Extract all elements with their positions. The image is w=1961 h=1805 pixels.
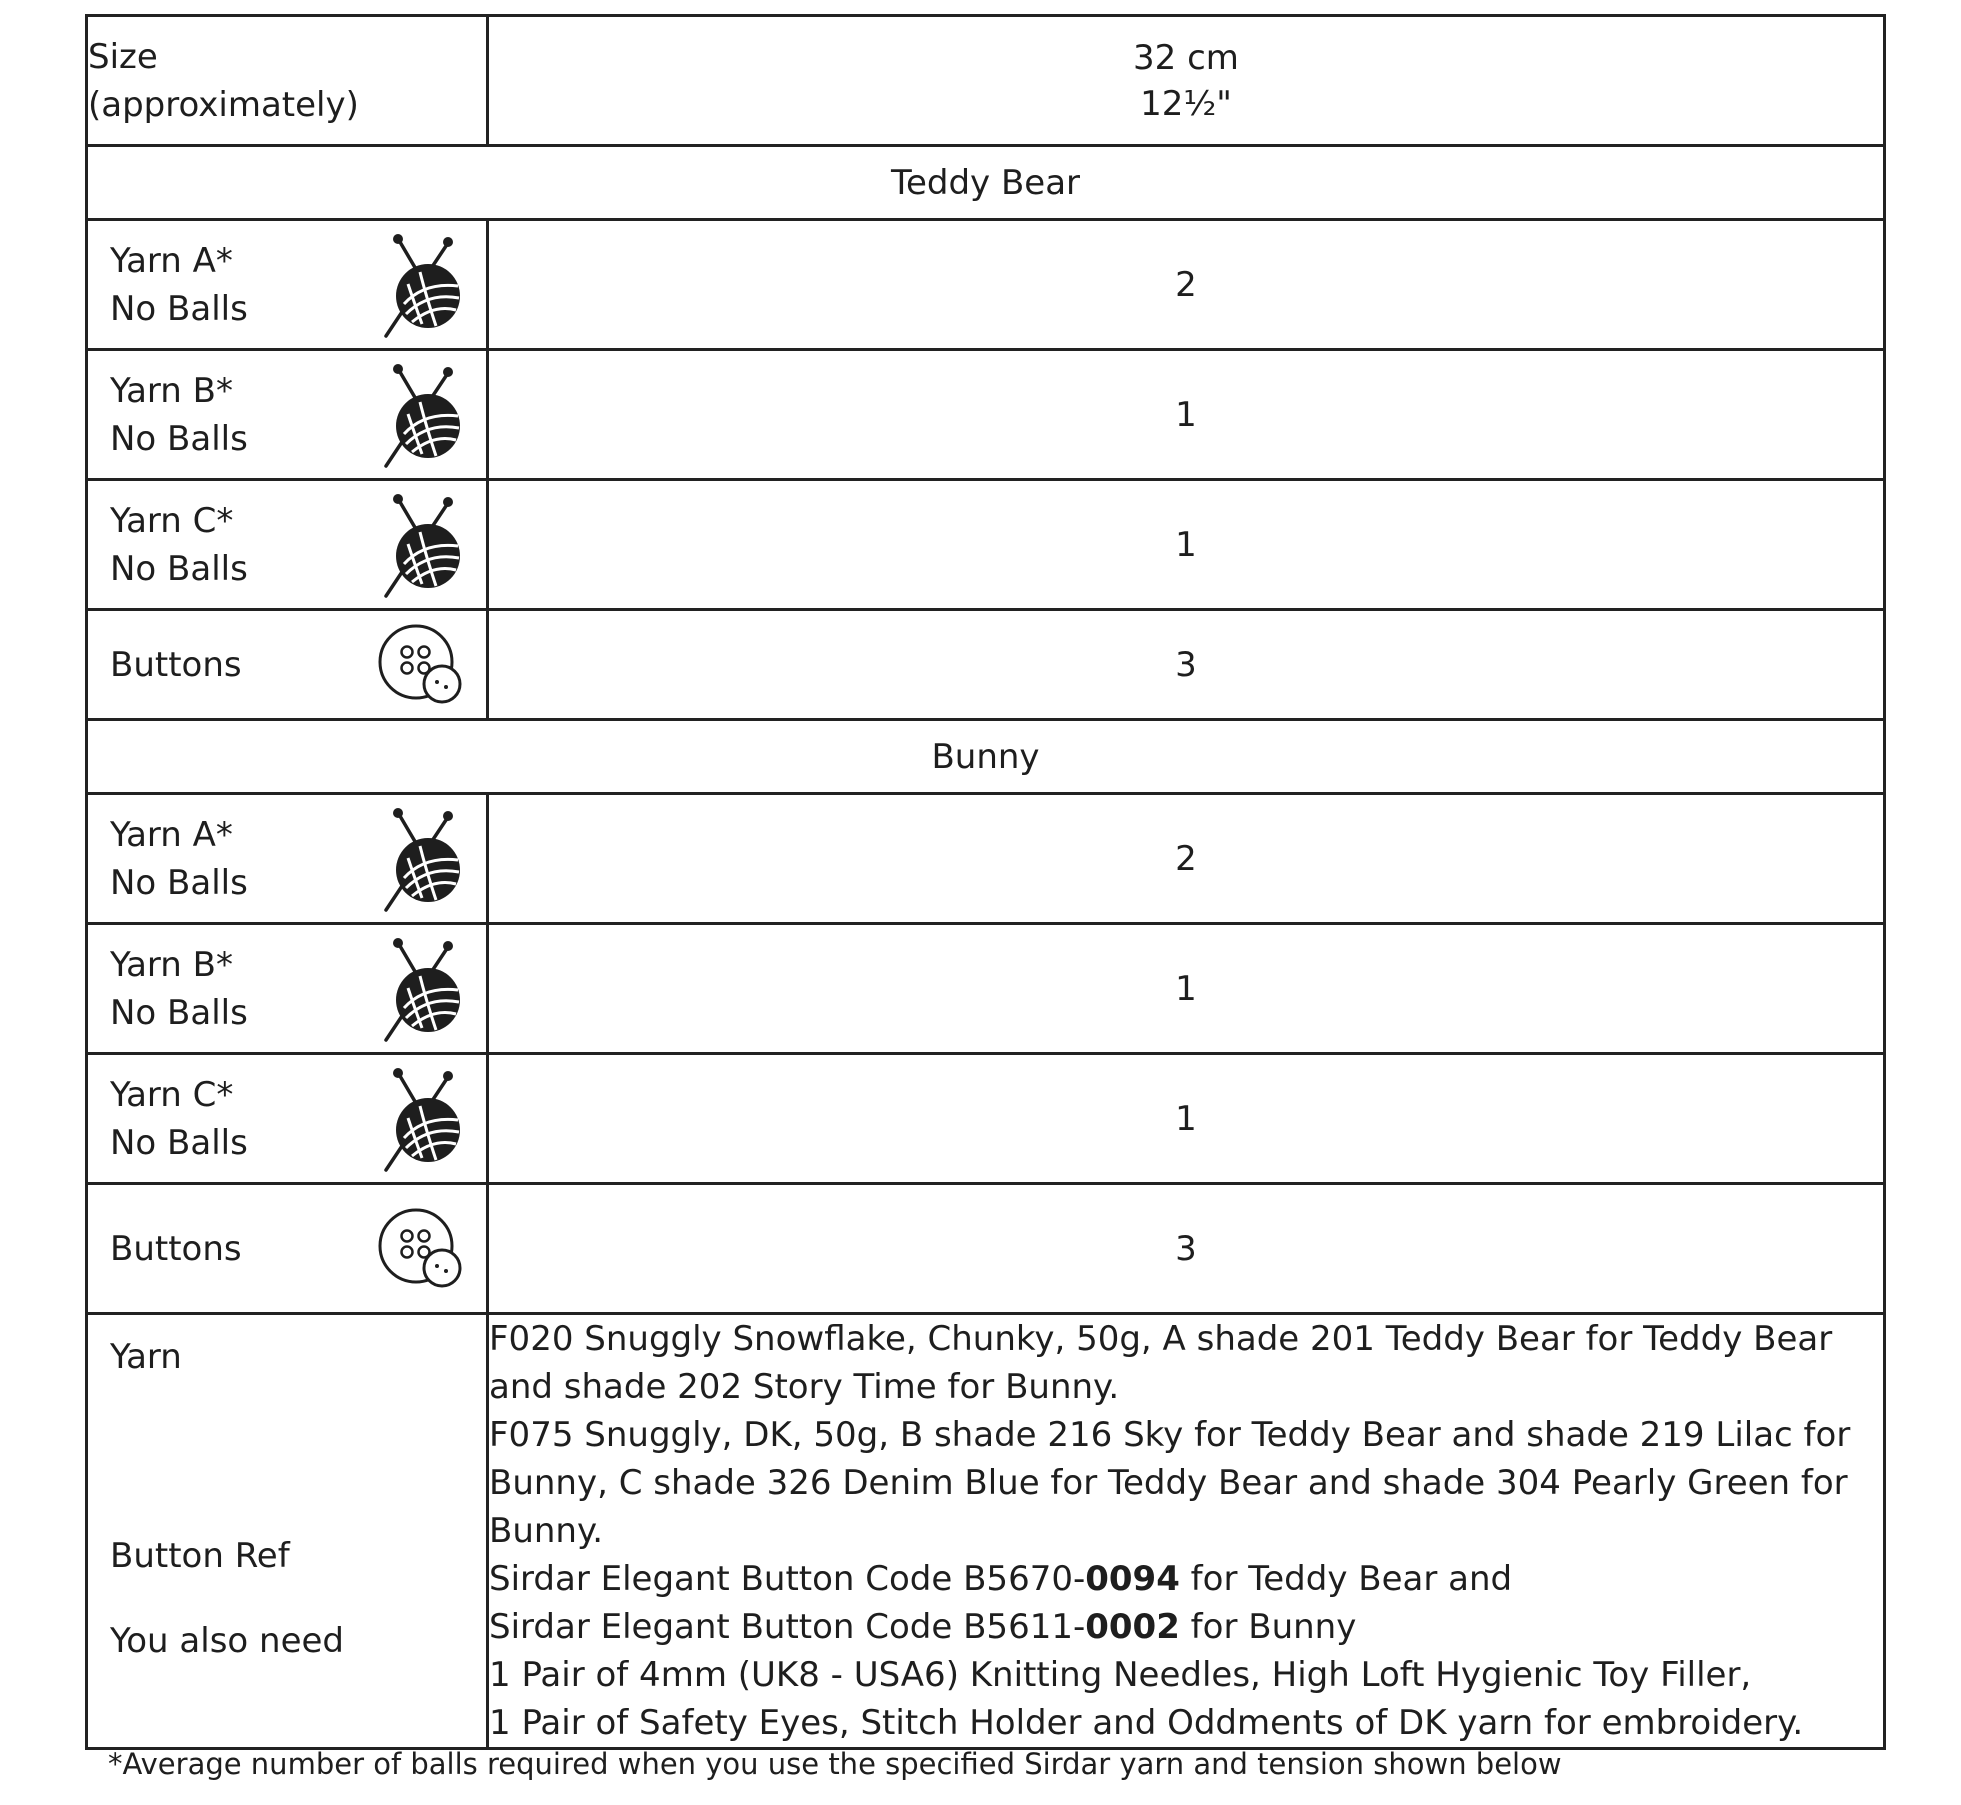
teddy-yarn-c-row [87, 480, 1885, 610]
row-label-line1: Yarn A* [110, 240, 233, 281]
size-row [87, 16, 1885, 146]
yarn-ball-needles-icon [380, 362, 466, 468]
row-label-cell [87, 1054, 488, 1184]
yarn-ball-needles-icon [380, 806, 466, 912]
teddy-yarn-b-row [87, 350, 1885, 480]
row-value: 2 [488, 220, 1885, 350]
row-label-line1: Yarn B* [110, 370, 233, 411]
section-header-bunny [87, 720, 1885, 794]
section-title: Bunny [87, 720, 1885, 794]
row-value: 3 [488, 610, 1885, 720]
button-code-teddy: 0094 [1085, 1559, 1180, 1599]
footnote: *Average number of balls required when you use the specified Sirdar yarn and tension shown below [108, 1747, 1562, 1781]
row-value: 1 [488, 350, 1885, 480]
size-label [87, 16, 488, 146]
yarn-label: Yarn [110, 1337, 182, 1377]
section-header-teddy-bear [87, 146, 1885, 220]
bunny-yarn-c-row [87, 1054, 1885, 1184]
section-title: Teddy Bear [87, 146, 1885, 220]
row-label-cell [87, 924, 488, 1054]
row-label-line1: Yarn B* [110, 944, 233, 985]
row-label-line1: Buttons [110, 644, 242, 685]
row-value: 2 [488, 794, 1885, 924]
bunny-buttons-row [87, 1184, 1885, 1314]
yarn-ball-needles-icon [380, 492, 466, 598]
row-value: 1 [488, 1054, 1885, 1184]
size-value [488, 16, 1885, 146]
row-value: 1 [488, 480, 1885, 610]
button-text-1: Sirdar Elegant Button Code B5670-0094 for Teddy Bear and [489, 1559, 1513, 1599]
row-label-cell [87, 794, 488, 924]
row-label-line1: Yarn A* [110, 814, 233, 855]
yarn-text-1: F020 Snuggly Snowflake, Chunky, 50g, A shade 201 Teddy Bear for Teddy Bear and shade 202 Story Time for Bunny. [489, 1319, 1833, 1407]
row-label-cell [87, 350, 488, 480]
size-label-line2: (approximately) [88, 84, 359, 125]
row-label-line2: No Balls [110, 862, 248, 903]
size-value-cm: 32 cm [1133, 37, 1239, 78]
button-code-bunny: 0002 [1085, 1607, 1180, 1647]
bunny-yarn-b-row [87, 924, 1885, 1054]
also-text-2: 1 Pair of Safety Eyes, Stitch Holder and Oddments of DK yarn for embroidery. [489, 1703, 1804, 1743]
bunny-yarn-a-row [87, 794, 1885, 924]
row-label-line2: No Balls [110, 1122, 248, 1163]
also-text-1: 1 Pair of 4mm (UK8 - USA6) Knitting Needles, High Loft Hygienic Toy Filler, [489, 1655, 1752, 1695]
row-label-line2: No Balls [110, 992, 248, 1033]
teddy-yarn-a-row [87, 220, 1885, 350]
row-value: 1 [488, 924, 1885, 1054]
row-label-line2: No Balls [110, 288, 248, 329]
row-label-cell [87, 480, 488, 610]
yarn-ball-needles-icon [380, 232, 466, 338]
button-ref-label: Button Ref [110, 1536, 290, 1576]
row-value: 3 [488, 1184, 1885, 1314]
button-text-2: Sirdar Elegant Button Code B5611-0002 for Bunny [489, 1607, 1357, 1647]
also-need-label: You also need [110, 1621, 344, 1661]
buttons-icon [376, 622, 466, 708]
teddy-buttons-row [87, 610, 1885, 720]
row-label-line1: Buttons [110, 1228, 242, 1269]
row-label-line1: Yarn C* [110, 500, 234, 541]
yarn-ball-needles-icon [380, 936, 466, 1042]
size-label-line1: Size [88, 36, 158, 77]
row-label-line2: No Balls [110, 548, 248, 589]
yarn-text-2: F075 Snuggly, DK, 50g, B shade 216 Sky for Teddy Bear and shade 219 Lilac for Bunny, C shade 326 Denim Blue for Teddy Bear and shade 304 Pearly Green for Bunny. [489, 1415, 1851, 1551]
row-label-line1: Yarn C* [110, 1074, 234, 1115]
row-label-cell [87, 610, 488, 720]
row-label-cell [87, 220, 488, 350]
details-text-cell [488, 1314, 1885, 1749]
buttons-icon [376, 1206, 466, 1292]
details-label-cell [87, 1314, 488, 1749]
row-label-line2: No Balls [110, 418, 248, 459]
yarn-ball-needles-icon [380, 1066, 466, 1172]
row-label-cell [87, 1184, 488, 1314]
materials-table [85, 14, 1886, 1750]
details-row [87, 1314, 1885, 1749]
size-value-inches: 12½" [1140, 83, 1232, 124]
